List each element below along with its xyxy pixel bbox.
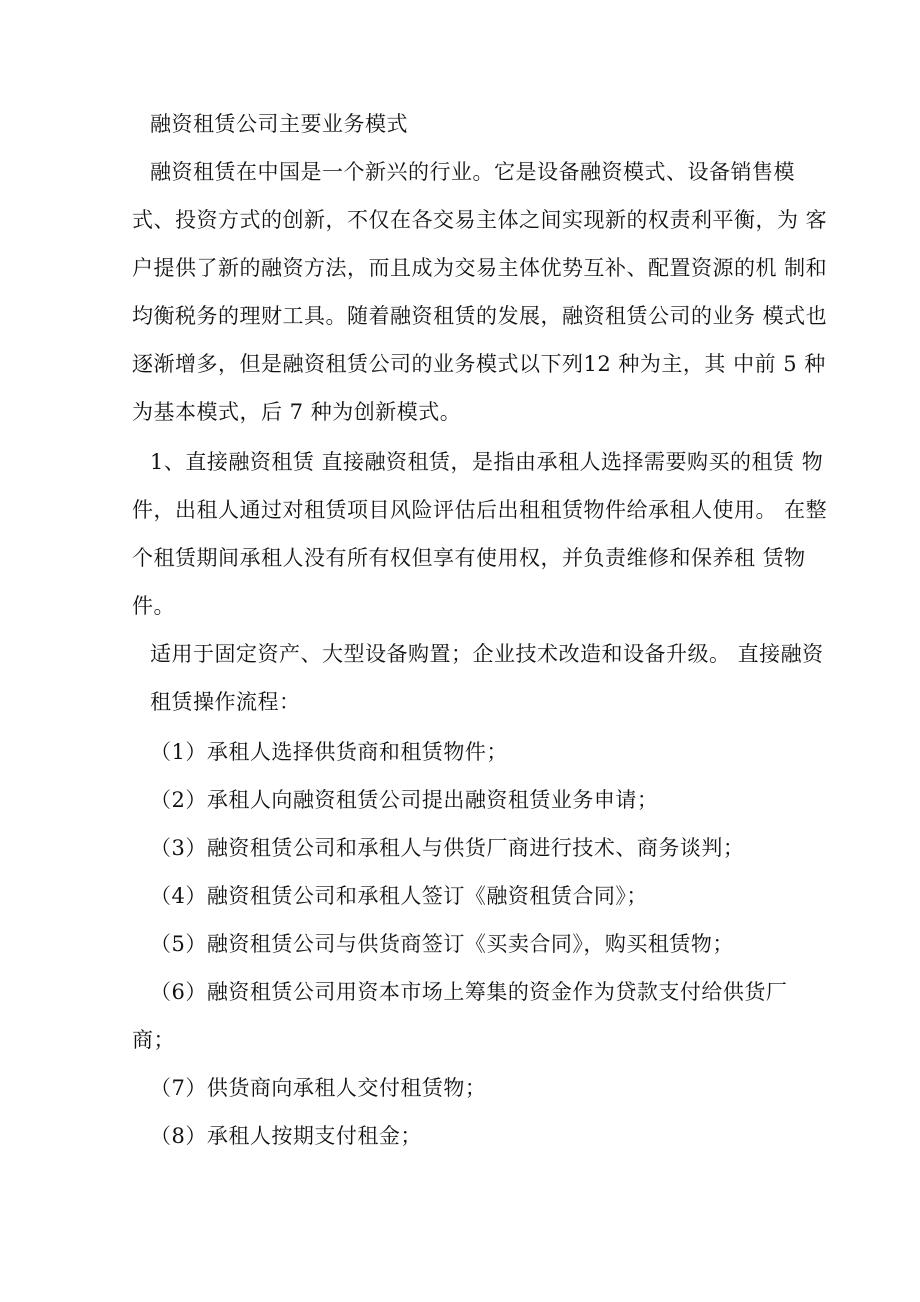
step-6-continued: 商； (132, 1028, 175, 1052)
intro-line-6: 为基本模式，后 7 种为创新模式。 (132, 400, 462, 424)
step-6: （6）融资租赁公司用资本市场上筹集的资金作为贷款支付给供货厂 (150, 980, 788, 1004)
section1-line-3: 个租赁期间承租人没有所有权但享有使用权，并负责维修和保养租 赁物 (132, 546, 806, 570)
document-title: 融资租赁公司主要业务模式 (150, 112, 408, 136)
step-7: （7）供货商向承租人交付租赁物； (150, 1076, 487, 1100)
step-8: （8）承租人按期支付租金； (150, 1124, 422, 1148)
applicable-line-2: 租赁操作流程： (150, 690, 301, 714)
step-3: （3）融资租赁公司和承租人与供货厂商进行技术、商务谈判； (150, 836, 745, 860)
applicable-line-1: 适用于固定资产、大型设备购置；企业技术改造和设备升级。 直接融资 (150, 642, 824, 666)
step-2: （2）承租人向融资租赁公司提出融资租赁业务申请； (150, 788, 659, 812)
section1-line-4: 件。 (132, 594, 175, 618)
step-1: （1）承租人选择供货商和租赁物件； (150, 740, 508, 764)
intro-line-1: 融资租赁在中国是一个新兴的行业。它是设备融资模式、设备销售模 (150, 160, 795, 184)
step-4: （4）融资租赁公司和承租人签订《融资租赁合同》； (150, 884, 648, 908)
intro-line-3: 户提供了新的融资方法，而且成为交易主体优势互补、配置资源的机 制和 (132, 256, 828, 280)
intro-line-5: 逐渐增多，但是融资租赁公司的业务模式以下列12 种为主，其 中前 5 种 (132, 352, 826, 376)
section1-line-2: 件，出租人通过对租赁项目风险评估后出租租赁物件给承租人使用。 在整 (132, 498, 828, 522)
step-5: （5）融资租赁公司与供货商签订《买卖合同》，购买租赁物； (150, 932, 734, 956)
section1-line-1: 1、直接融资租赁 直接融资租赁，是指由承租人选择需要购买的租赁 物 (150, 450, 824, 474)
intro-line-2: 式、投资方式的创新，不仅在各交易主体之间实现新的权责利平衡，为 客 (132, 208, 828, 232)
intro-line-4: 均衡税务的理财工具。随着融资租赁的发展，融资租赁公司的业务 模式也 (132, 304, 828, 328)
